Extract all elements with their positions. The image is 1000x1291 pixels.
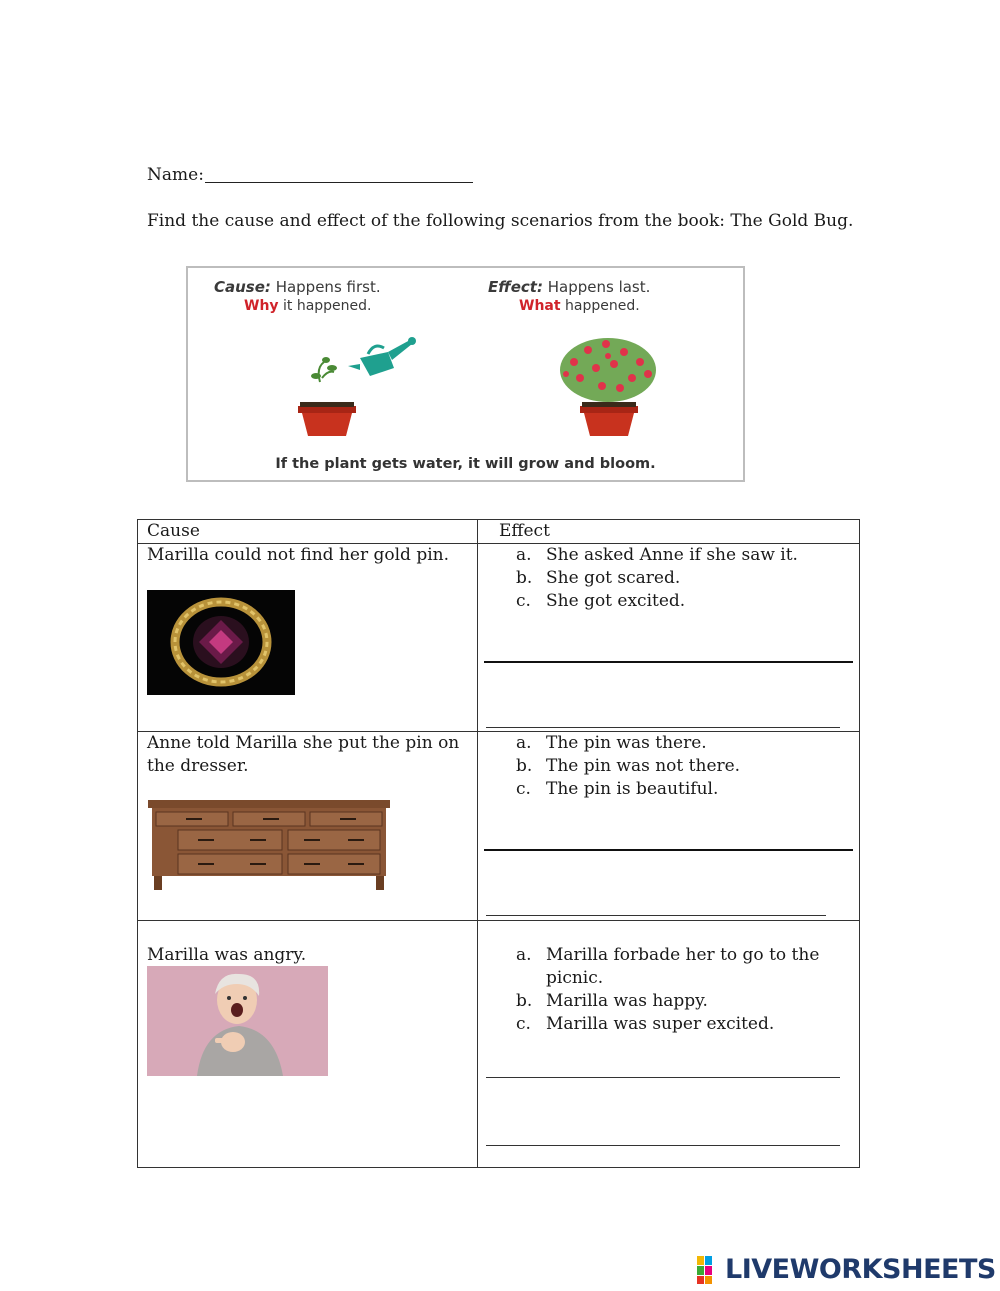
row-divider <box>138 920 859 921</box>
name-label: Name: <box>147 165 204 185</box>
cause-effect-table <box>137 519 860 1168</box>
header-effect: Effect <box>499 521 550 541</box>
angry-woman-image <box>147 966 328 1076</box>
logo-text: LIVEWORKSHEETS <box>725 1254 996 1285</box>
sprout-pot-icon <box>298 357 356 436</box>
cause-text: Anne told Marilla she put the pin on the dresser. <box>147 733 460 776</box>
effect-options <box>516 544 798 613</box>
option-c[interactable]: c. She got excited. <box>516 591 686 611</box>
option-a[interactable]: a. She asked Anne if she saw it. <box>516 545 798 565</box>
cause-text: Marilla could not find her gold pin. <box>147 545 449 565</box>
option-c[interactable]: c. The pin is beautiful. <box>516 779 719 799</box>
column-divider <box>477 520 478 1167</box>
cause-text: Marilla was angry. <box>147 945 307 965</box>
effect-heading: Effect: Happens last. <box>488 278 651 296</box>
plant-illustration <box>188 318 743 448</box>
effect-options <box>516 732 740 801</box>
header-cause: Cause <box>147 521 200 541</box>
answer-line[interactable] <box>486 727 840 728</box>
answer-line[interactable] <box>484 849 853 851</box>
answer-line[interactable] <box>486 1077 840 1078</box>
watering-can-icon <box>348 337 416 376</box>
option-b[interactable]: b. Marilla was happy. <box>516 991 708 1011</box>
infographic-footer: If the plant gets water, it will grow and bloom. <box>275 456 656 472</box>
answer-line[interactable] <box>486 915 826 916</box>
option-a[interactable]: a. Marilla forbade her to go to the picnic. <box>516 945 820 988</box>
name-input-line[interactable] <box>205 182 473 183</box>
option-a[interactable]: a. The pin was there. <box>516 733 707 753</box>
effect-subheading: What happened. <box>519 298 640 314</box>
option-b[interactable]: b. The pin was not there. <box>516 756 741 776</box>
option-b[interactable]: b. She got scared. <box>516 568 681 588</box>
wooden-dresser-image <box>146 798 392 892</box>
answer-line[interactable] <box>486 1145 840 1146</box>
cause-effect-infographic <box>186 266 745 482</box>
option-c[interactable]: c. Marilla was super excited. <box>516 1014 775 1034</box>
cause-subheading: Why it happened. <box>244 298 372 314</box>
instructions: Find the cause and effect of the following scenarios from the book: The Gold Bug. <box>147 211 854 231</box>
effect-options <box>516 944 836 1036</box>
answer-line[interactable] <box>484 661 853 663</box>
gold-brooch-image <box>147 590 295 695</box>
logo-blocks-icon <box>697 1256 723 1284</box>
cause-heading: Cause: Happens first. <box>214 278 381 296</box>
blooming-plant-icon <box>560 338 656 436</box>
